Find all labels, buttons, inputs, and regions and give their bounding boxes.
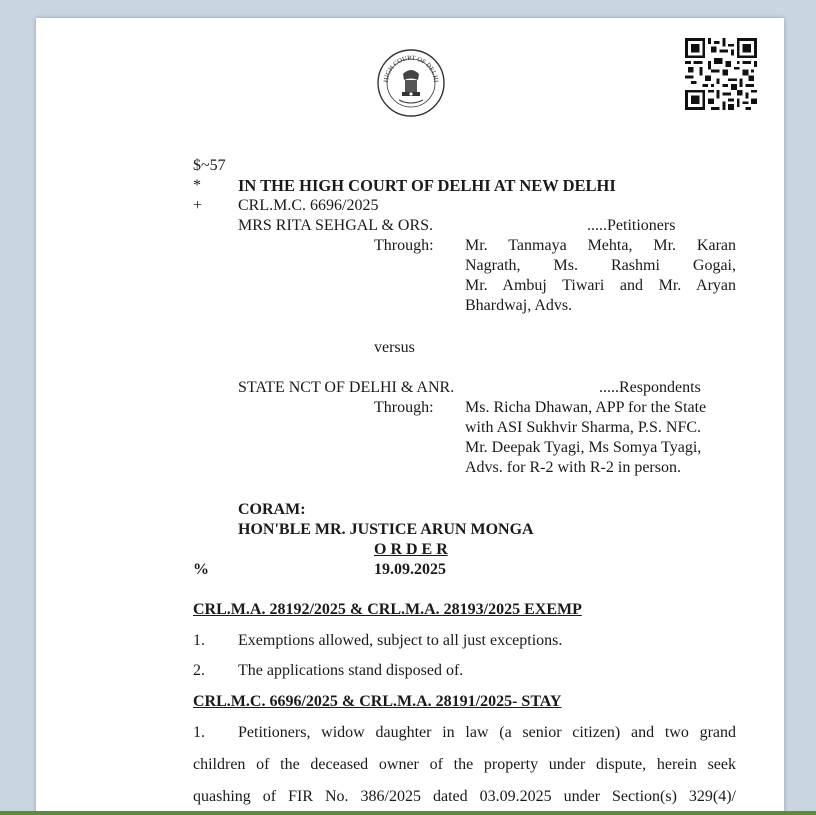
emblem-text: HIGH COURT OF DELHI	[382, 54, 440, 83]
versus-label: versus	[374, 339, 415, 356]
item-number: 2.	[193, 662, 205, 679]
petitioner-counsel-line: Mr. Ambuj Tiwari and Mr. Aryan	[465, 277, 736, 294]
judge-name: HON'BLE MR. JUSTICE ARUN MONGA	[238, 521, 534, 538]
case-number: CRL.M.C. 6696/2025	[238, 197, 379, 214]
petitioner-counsel-line: Nagrath, Ms. Rashmi Gogai,	[465, 257, 736, 274]
respondent-role: .....Respondents	[599, 379, 701, 396]
respondent-counsel-line: Advs. for R-2 with R-2 in person.	[465, 459, 681, 476]
para-line: children of the deceased owner of the property under dispute, herein seek	[193, 756, 736, 773]
respondent-name: STATE NCT OF DELHI & ANR.	[238, 379, 455, 396]
court-emblem-icon	[376, 48, 446, 118]
serial-marker: $~57	[193, 157, 226, 174]
order-label: O R D E R	[374, 541, 448, 558]
respondent-counsel-line: Mr. Deepak Tyagi, Ms Somya Tyagi,	[465, 439, 702, 456]
plus-marker: +	[193, 197, 203, 214]
item-text: The applications stand disposed of.	[238, 662, 464, 679]
court-title: IN THE HIGH COURT OF DELHI AT NEW DELHI	[238, 176, 616, 195]
item-number: 1.	[193, 632, 205, 649]
section-heading: CRL.M.A. 28192/2025 & CRL.M.A. 28193/2025 EXEMP	[193, 601, 582, 618]
star-marker: *	[193, 177, 201, 194]
petitioner-role: .....Petitioners	[587, 217, 676, 234]
para-line: quashing of FIR No. 386/2025 dated 03.09.2025 under Section(s) 329(4)/	[193, 788, 736, 805]
petitioner-name: MRS RITA SEHGAL & ORS.	[238, 217, 434, 234]
para-number: 1.	[193, 724, 205, 741]
respondent-counsel-line: Ms. Richa Dhawan, APP for the State	[465, 399, 707, 416]
item-text: Exemptions allowed, subject to all just exceptions.	[238, 632, 563, 649]
percent-marker: %	[193, 561, 209, 578]
respondent-counsel-line: with ASI Sukhvir Sharma, P.S. NFC.	[465, 419, 702, 436]
para-line: Petitioners, widow daughter in law (a senior citizen) and two grand	[238, 724, 736, 741]
svg-text:HIGH COURT OF DELHI	[383, 55, 439, 83]
bottom-status-bar	[0, 811, 816, 815]
respondent-through-label: Through:	[374, 399, 434, 416]
order-date: 19.09.2025	[374, 561, 446, 578]
document-page	[36, 18, 784, 815]
petitioner-through-label: Through:	[374, 237, 434, 254]
section-heading: CRL.M.C. 6696/2025 & CRL.M.A. 28191/2025- STAY	[193, 693, 562, 710]
qr-code-icon	[684, 38, 758, 110]
coram-label: CORAM:	[238, 501, 306, 518]
petitioner-counsel-line: Bhardwaj, Advs.	[465, 297, 573, 314]
petitioner-counsel-line: Mr. Tanmaya Mehta, Mr. Karan	[465, 237, 736, 254]
